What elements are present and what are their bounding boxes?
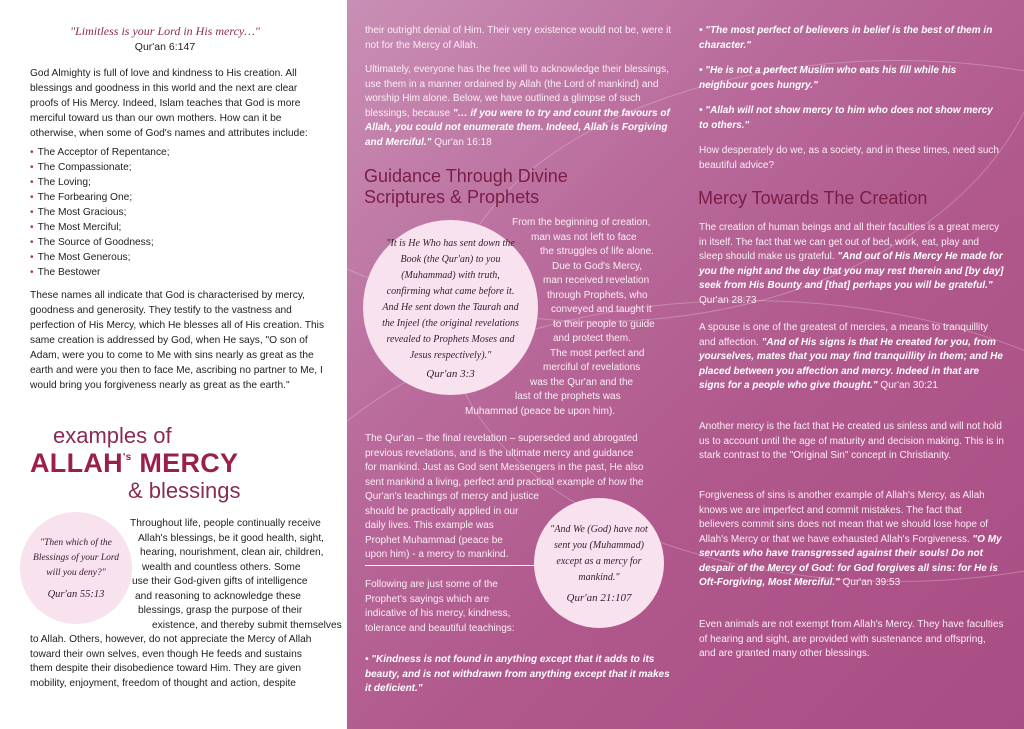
creation-p4: Forgiveness of sins is another example of Allah's Mercy, as Allah knows we are imperfect and commit mistakes. The fact that believers commit sins does not mean that we should lose hope of Allah's Mercy or that we have exhausted Allah's Forgiveness. "O My servants who have transgressed against their souls! Do not despair of the Mercy of God: for God forgives all sins: for He is Oft-Forgiving, Most Merciful." Qur'an 39:53 <box>699 490 1002 588</box>
names-paragraph: These names all indicate that God is characterised by mercy, goodness and generosity. They testify to the vastness and perfection of His Mercy, which He blesses all of His creation. This same creation is addressed by God, when He says, "O son of Adam, were you to come to Me with sins nearly as great as the earth and were you then to face Me, ascribing no partner to Me, I would bring you forgiveness nearly as great as the earth." <box>30 290 325 391</box>
text-line: Prophet Muhammad (peace be <box>365 534 503 546</box>
text-line: them despite their disobedience toward Him. They are given <box>30 663 302 674</box>
text-line: should be practically applied in our <box>365 505 519 517</box>
opening-quote: "Limitless is your Lord in His mercy…" <box>70 24 260 38</box>
text-line: Following are just some of the <box>365 579 498 590</box>
hadith-show-mercy: • "Allah will not show mercy to him who does not show mercy to others." <box>699 105 993 131</box>
text-line: Prophet's sayings which are <box>365 593 490 605</box>
creation-p5: Even animals are not exempt from Allah's Mercy. They have faculties of hearing and sight, are provided with sustenance and offspring, and are granted many other blessings. <box>699 619 1004 659</box>
right-panel <box>347 0 1024 729</box>
name-item: • The Most Generous; <box>30 250 170 265</box>
middle-top-text: their outright denial of Him. Their very existence would not be, were it not for the Mercy of Allah. <box>365 25 672 51</box>
text-line: and protect them. <box>553 333 631 344</box>
text-line: Muhammad (peace be upon him). <box>465 405 616 417</box>
circle1-quote-text: "It is He Who has sent down the Book (the Qur'an) to you (Muhammad) with truth, confirming what came before it. And He sent down the Taurah and the Injeel (the original revelations revealed to Prophets Moses and Jesus respectively)." <box>382 237 519 361</box>
text-line: tolerance and beautiful teachings: <box>365 622 515 634</box>
text-line: to their people to guide <box>553 318 655 330</box>
creation-p3: Another mercy is the fact that He created us sinless and will not hold us to account until the age of maturity and decision making. This is in stark contrast to the "Original Sin" concept in Christianity. <box>699 421 1004 461</box>
text-line: hearing, nourishment, clean air, children, <box>140 547 324 558</box>
heading-mercy-creation: Mercy Towards The Creation <box>698 188 928 208</box>
heading-blessings: & blessings <box>128 478 241 503</box>
text-line: through Prophets, who <box>547 289 648 301</box>
circle2-quote-ref: Qur'an 21:107 <box>566 592 632 604</box>
heading-examples: examples of <box>53 423 172 448</box>
text-line: man was not left to face <box>531 231 637 243</box>
hadith-believers: • "The most perfect of believers in belief is the best of them in character." <box>699 25 993 51</box>
opening-quote-ref: Qur'an 6:147 <box>134 41 196 53</box>
name-item: • The Loving; <box>30 175 170 190</box>
circle2-quote-text: "And We (God) have not sent you (Muhammad) except as a mercy for mankind." <box>550 524 648 583</box>
text-line: and reasoning to acknowledge these <box>135 590 301 602</box>
text-line: Due to God's Mercy, <box>552 260 643 272</box>
text-line: blessings, grasp the purpose of their <box>138 605 303 616</box>
text-line: for mankind. Just as God sent Messengers in the past, He also <box>365 462 644 473</box>
text-line: last of the prophets was <box>515 391 621 402</box>
text-line: upon him) - a mercy to mankind. <box>365 549 509 560</box>
text-line: man received revelation <box>543 275 650 286</box>
text-line: The most perfect and <box>550 347 645 359</box>
text-line: Throughout life, people continually receive <box>130 518 321 529</box>
text-line: From the beginning of creation, <box>512 217 651 228</box>
text-line: was the Qur'an and the <box>530 376 634 388</box>
text-line: wealth and countless others. Some <box>142 561 301 573</box>
quote-circle-55-13 <box>20 512 132 624</box>
circle-quote-ref: Qur'an 55:13 <box>47 589 105 600</box>
text-line: indicative of his mercy, kindness, <box>365 608 511 619</box>
name-item: • The Most Gracious; <box>30 205 170 220</box>
text-line: daily lives. This example was <box>365 520 494 531</box>
name-item: • The Most Merciful; <box>30 220 170 235</box>
text-line: existence, and thereby submit themselves <box>152 619 342 631</box>
text-line: use their God-given gifts of intelligence <box>132 576 308 587</box>
creation-p2: A spouse is one of the greatest of mercies, a means to tranquillity and affection. "And of His signs is that He created for you, from yourselves, mates that you may find tranquillity in them; and He placed between you affection and mercy. Indeed in that are signs for a people who give thought." Qur'an 30:21 <box>699 322 1003 391</box>
hadith-kindness: • "Kindness is not found in anything except that it adds to its beauty, and is not withdrawn from anything except that it makes it deficient." <box>365 654 670 694</box>
text-line: to Allah. Others, however, do not appreciate the Mercy of Allah <box>30 634 312 645</box>
divider-line <box>365 565 535 566</box>
quote-circle-21-107 <box>534 498 664 628</box>
text-line: The Qur'an – the final revelation – superseded and abrogated <box>365 433 638 444</box>
name-item: • The Acceptor of Repentance; <box>30 145 170 160</box>
name-item: • The Source of Goodness; <box>30 235 170 250</box>
text-line: conveyed and taught it <box>551 304 652 315</box>
text-line: the struggles of life alone. <box>540 246 654 257</box>
text-line: Qur'an's teachings of mercy and justice <box>365 491 539 502</box>
left-panel <box>0 0 347 729</box>
circle-quote-text: "Then which of the Blessings of your Lord will you deny?" <box>33 538 119 578</box>
name-item: • The Bestower <box>30 265 170 280</box>
question-text: How desperately do we, as a society, and in these times, need such beautiful advice? <box>699 145 999 171</box>
names-list <box>30 145 170 280</box>
name-item: • The Compassionate; <box>30 160 170 175</box>
text-line: mobility, enjoyment, freedom of thought and action, despite <box>30 677 296 689</box>
quote-circle-3-3 <box>363 220 538 395</box>
intro-paragraph: God Almighty is full of love and kindness to His creation. All blessings and goodness in this world and the next are clear proofs of His Mercy. Indeed, Islam teaches that God is more merciful toward us than our own mothers. How can it be otherwise, when some of God's names and attributes include: <box>30 68 308 139</box>
text-line: merciful of revelations <box>543 362 641 373</box>
heading-allahs-mercy: $ALLAH^{'s}$ MERCY <box>30 448 239 478</box>
text-line: previous revelations, and is the ultimate mercy and guidance <box>365 447 634 459</box>
circle1-quote-ref: Qur'an 3:3 <box>426 367 475 380</box>
text-line: Allah's blessings, be it good health, sight, <box>138 532 325 544</box>
heading-guidance: Guidance Through Divine Scriptures & Prophets <box>364 166 568 207</box>
name-item: • The Forbearing One; <box>30 190 170 205</box>
text-line: toward their own selves, even though He feeds and sustains <box>30 648 302 660</box>
text-line: sent mankind a living, perfect and practical example of how the <box>365 476 644 488</box>
middle-para2: Ultimately, everyone has the free will to acknowledge their blessings, use them in a manner ordained by Allah (the Lord of mankind) and worship Him alone. Below, we have outlined a glimpse of such blessings, because "… if you were to try and count the favours of Allah, you could not enumerate them. Indeed, Allah is Forgiving and Merciful." Qur'an 16:18 <box>365 64 670 148</box>
hadith-neighbour: • "He is not a perfect Muslim who eats his fill while his neighbour goes hungry." <box>699 65 957 91</box>
creation-p1: The creation of human beings and all their faculties is a great mercy in itself. The fact that we can get out of bed, work, eat, play and sleep should make us grateful. "And out of His Mercy He made for you the night and the day that you may rest therein and [by day] seek from His Bounty and [that] perhaps you will be grateful." Qur'an 28:73 <box>699 222 1004 306</box>
